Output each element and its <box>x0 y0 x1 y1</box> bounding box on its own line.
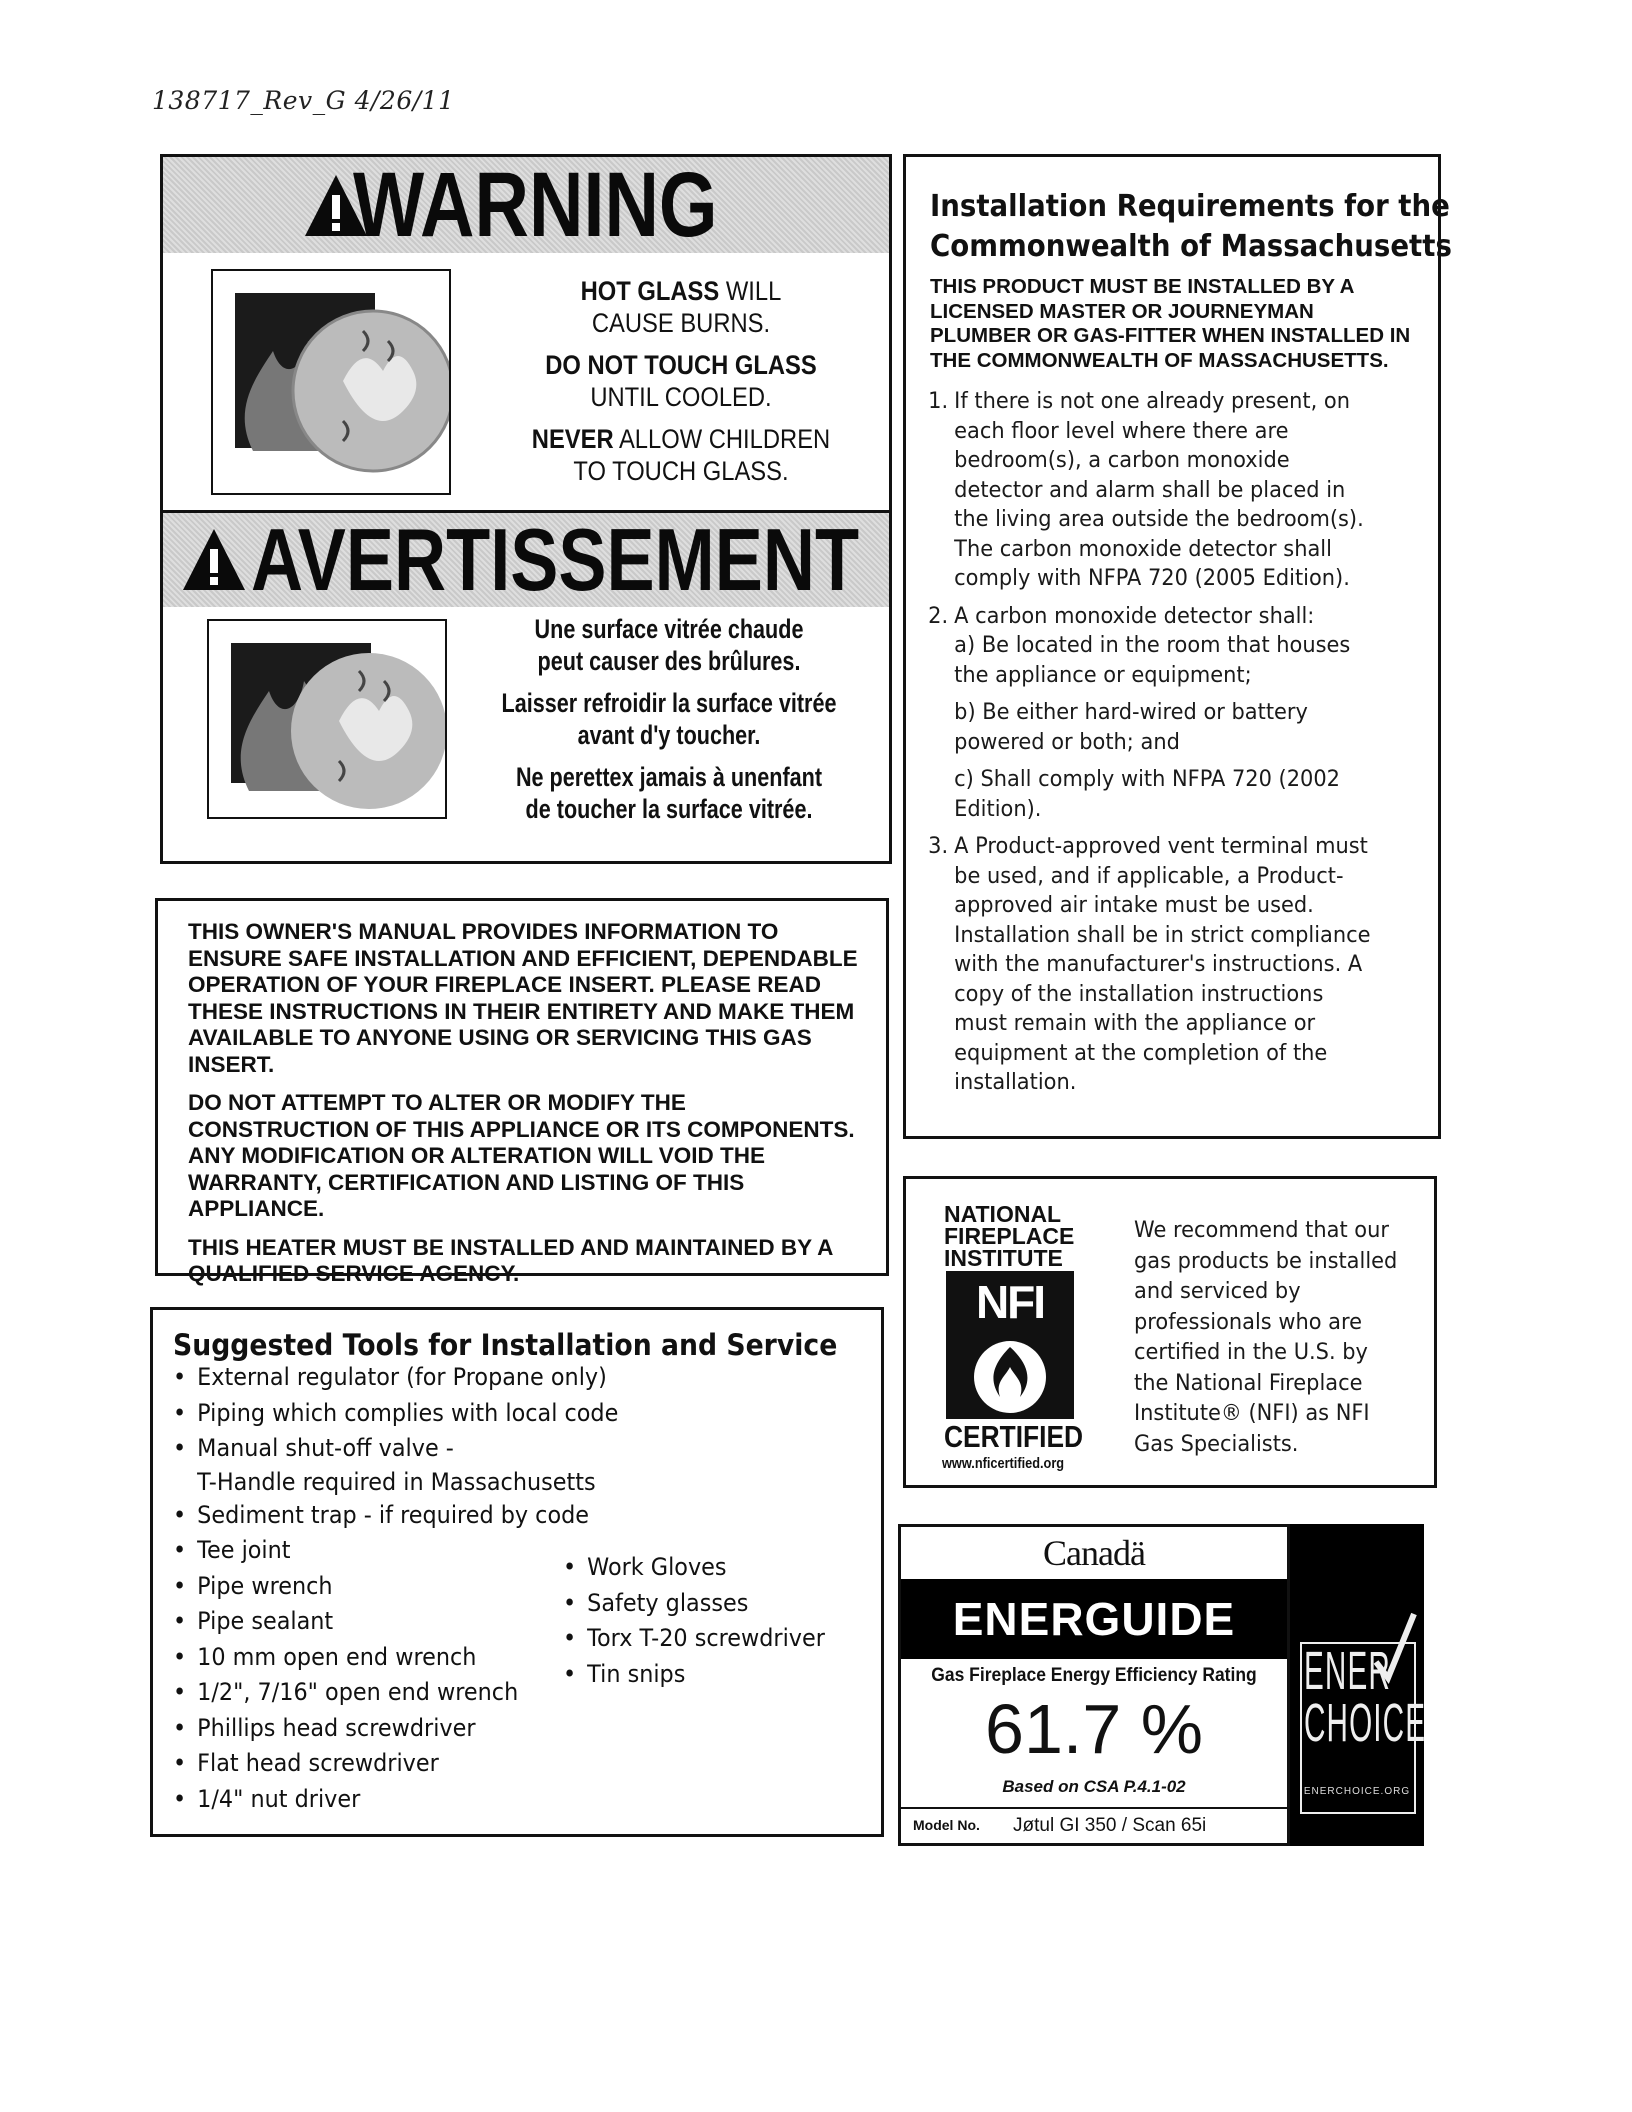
energuide-wordmark: ENERGUIDE <box>952 1593 1236 1645</box>
fr-line-3: Laisser refroidir la surface vitrée <box>501 688 837 718</box>
nfi-certification-box <box>903 1176 1437 1488</box>
manual-info-para-1: THIS OWNER'S MANUAL PROVIDES INFORMATION TO ENSURE SAFE INSTALLATION AND EFFICIENT, DEPENDABLE OPERATION OF YOUR FIREPLACE INSERT. PLEASE READ THESE INSTRUCTIONS IN THEIR ENTIRETY AND MAKE THEM AVAILABLE TO ANYONE USING OR SERVICING THIS GAS INSERT. <box>188 919 858 1077</box>
item-text: A carbon monoxide detector shall: <box>954 602 1315 629</box>
list-item: • Work Gloves <box>563 1550 825 1586</box>
warning-english-text <box>481 275 881 497</box>
list-item: • Pipe sealant <box>173 1604 618 1640</box>
tools-list-right <box>563 1550 845 1692</box>
nfi-logo-letters: NFI <box>975 1276 1045 1328</box>
hot-glass-rest: WILL <box>719 276 782 306</box>
item-sub-a: a) Be located in the room that houses the appliance or equipment; <box>954 632 1351 688</box>
checkmark-icon <box>1372 1610 1418 1690</box>
list-item: • Sediment trap - if required by code <box>173 1498 618 1534</box>
model-row <box>901 1807 1287 1845</box>
to-touch-glass-text: TO TOUCH GLASS. <box>573 456 789 486</box>
item-number: 1. <box>928 388 949 414</box>
document-code: 138717_Rev_G 4/26/11 <box>152 86 455 115</box>
mass-title-line-2: Commonwealth of Massachusetts <box>930 229 1452 264</box>
warning-banner <box>163 154 889 256</box>
efficiency-rating-label: Gas Fireplace Energy Efficiency Rating <box>931 1665 1257 1686</box>
enerchoice-line-1: ENER <box>1304 1641 1391 1701</box>
fr-line-4: avant d'y toucher. <box>577 720 761 750</box>
nfi-name: NATIONAL FIREPLACE INSTITUTE <box>944 1201 1075 1271</box>
hot-glass-warning-panel <box>160 154 892 864</box>
manual-info-para-3: THIS HEATER MUST BE INSTALLED AND MAINTAINED BY A QUALIFIED SERVICE AGENCY. <box>188 1234 833 1286</box>
efficiency-rating-value: 61.7 % <box>985 1690 1203 1768</box>
list-item: • Flat head screwdriver <box>173 1746 618 1782</box>
list-item: • External regulator (for Propane only) <box>173 1360 618 1396</box>
list-item: • Pipe wrench <box>173 1569 618 1605</box>
item-sub-c: c) Shall comply with NFPA 720 (2002 Edition). <box>954 766 1340 822</box>
list-item: • Piping which complies with local code <box>173 1396 618 1432</box>
list-item <box>930 832 1380 1098</box>
list-item: • Phillips head screwdriver <box>173 1711 618 1747</box>
item-text: A Product-approved vent terminal must be used, and if applicable, a Product-approved air intake must be used. Installation shall be in strict compliance with the manufacturer's instructions. A copy of the installation instructions must remain with the appliance or equipment at the completion of the installation. <box>954 833 1371 1095</box>
item-number: 2. <box>928 602 949 629</box>
avertissement-title: AVERTISSEMENT <box>251 510 860 609</box>
list-item: • Torx T-20 screwdriver <box>563 1621 825 1657</box>
enerchoice-logo <box>1290 1524 1427 1846</box>
mass-requirements-list <box>930 387 1414 1098</box>
nfi-url: www.nficertified.org <box>942 1455 1065 1472</box>
warning-triangle-icon <box>181 527 247 593</box>
list-item: • Safety glasses <box>563 1586 825 1622</box>
mass-lead-text: THIS PRODUCT MUST BE INSTALLED BY A LICENSED MASTER OR JOURNEYMAN PLUMBER OR GAS-FITTER WHEN INSTALLED IN THE COMMONWEALTH OF MASSACHUSETTS. <box>930 275 1411 372</box>
fr-line-6: de toucher la surface vitrée. <box>525 794 813 824</box>
list-item: • 10 mm open end wrench <box>173 1640 618 1676</box>
manual-info-para-2: DO NOT ATTEMPT TO ALTER OR MODIFY THE CONSTRUCTION OF THIS APPLIANCE OR ITS COMPONENTS. ANY MODIFICATION OR ALTERATION WILL VOID THE WARRANTY, CERTIFICATION AND LISTING OF THIS APPLIANCE. <box>188 1090 855 1221</box>
tools-title: Suggested Tools for Installation and Service <box>173 1328 838 1362</box>
enerchoice-line-2: CHOICE <box>1304 1693 1427 1753</box>
based-on-standard: Based on CSA P.4.1-02 <box>1002 1777 1186 1796</box>
list-item <box>930 602 1380 825</box>
never-label: NEVER <box>531 424 614 454</box>
item-number: 3. <box>928 833 949 859</box>
warning-title: WARNING <box>353 154 718 256</box>
until-cooled-text: UNTIL COOLED. <box>590 382 772 412</box>
list-item: • Manual shut-off valve - T-Handle required in Massachusetts <box>173 1431 618 1498</box>
model-value: Jøtul GI 350 / Scan 65i <box>1013 1815 1207 1836</box>
energuide-label <box>898 1524 1290 1846</box>
fr-line-5: Ne perettex jamais à unenfant <box>515 762 823 792</box>
nfi-recommendation-text: We recommend that our gas products be installed and serviced by professionals who are certified in the U.S. by the National Fireplace Institute® (NFI) as NFI Gas Specialists. <box>1134 1217 1398 1457</box>
item-text: If there is not one already present, on each floor level where there are bedroom(s), a carbon monoxide detector and alarm shall be placed in the living area outside the bedroom(s). The carbon monoxide detector shall comply with NFPA 720 (2005 Edition). <box>954 388 1364 591</box>
item-sub-b: b) Be either hard-wired or battery powered or both; and <box>954 699 1308 755</box>
shutoff-note: T-Handle required in Massachusetts <box>197 1467 596 1496</box>
hot-glass-hand-icon <box>207 619 447 819</box>
fr-line-1: Une surface vitrée chaude <box>534 614 804 644</box>
cause-burns-text: CAUSE BURNS. <box>591 308 771 338</box>
list-item: • Tin snips <box>563 1657 825 1693</box>
canada-wordmark: Canadä <box>1043 1533 1145 1573</box>
list-item: • Tee joint <box>173 1533 618 1569</box>
nfi-logo <box>946 1271 1074 1419</box>
model-label: Model No. <box>913 1817 980 1833</box>
suggested-tools-box <box>150 1307 884 1837</box>
list-item <box>930 387 1380 594</box>
fr-line-2: peut causer des brûlures. <box>537 646 801 676</box>
hot-glass-hand-icon <box>211 269 451 495</box>
mass-title-line-1: Installation Requirements for the <box>930 189 1450 224</box>
enerchoice-url: ENERCHOICE.ORG <box>1303 1786 1411 1797</box>
flame-icon <box>960 1327 1060 1415</box>
list-item: • 1/2", 7/16" open end wrench <box>173 1675 618 1711</box>
do-not-touch-label: DO NOT TOUCH GLASS <box>545 350 817 380</box>
warning-french-text <box>449 613 889 835</box>
never-rest: ALLOW CHILDREN <box>613 424 831 454</box>
list-item: • 1/4" nut driver <box>173 1782 618 1818</box>
massachusetts-requirements-box <box>903 154 1452 1139</box>
nfi-certified-label: CERTIFIED <box>944 1419 1084 1454</box>
avertissement-banner <box>163 510 889 607</box>
hot-glass-label: HOT GLASS <box>580 276 720 306</box>
manual-info-box <box>155 898 889 1286</box>
